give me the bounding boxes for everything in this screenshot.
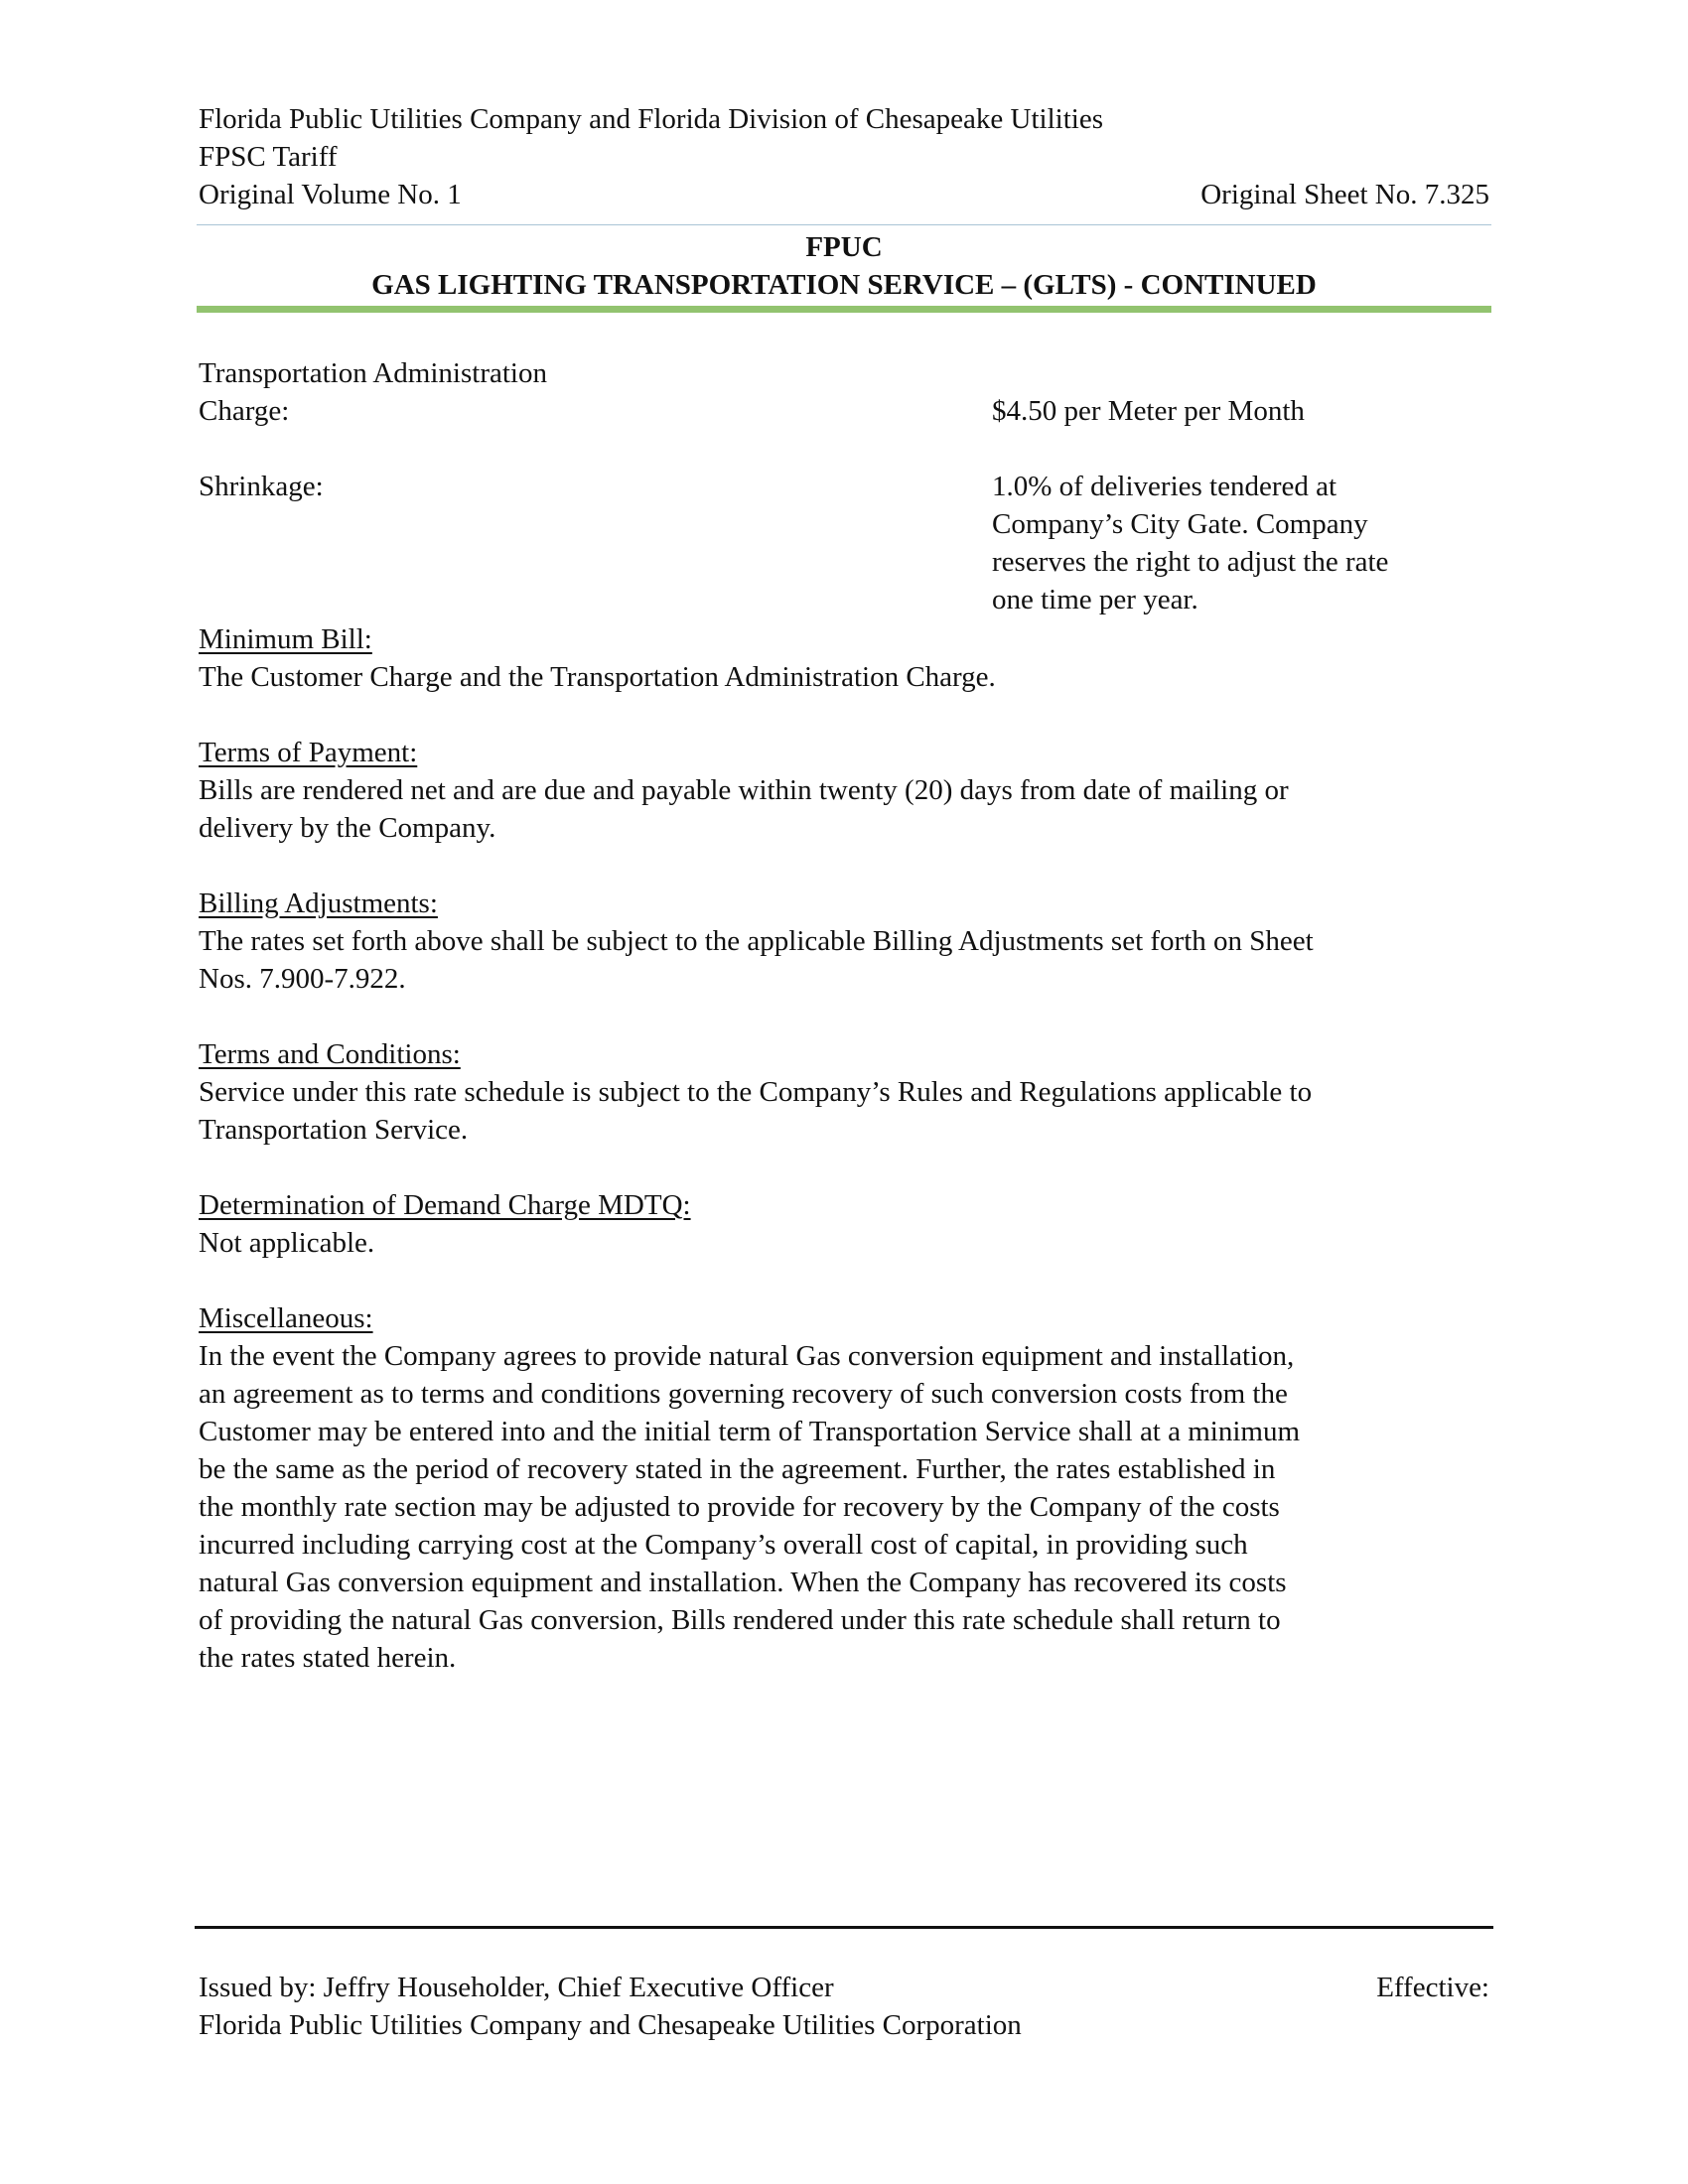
section-heading: Determination of Demand Charge MDTQ: bbox=[199, 1189, 691, 1221]
section-heading: Terms of Payment: bbox=[199, 737, 418, 768]
admin-charge-row-1 bbox=[199, 354, 1489, 392]
section-line: Nos. 7.900-7.922. bbox=[199, 963, 406, 995]
section-line: delivery by the Company. bbox=[199, 812, 496, 844]
shrinkage-value bbox=[992, 468, 1469, 618]
shrinkage-row bbox=[199, 468, 1489, 618]
section-line: the rates stated herein. bbox=[199, 1642, 457, 1674]
header-sheet-number: Original Sheet No. 7.325 bbox=[1200, 179, 1489, 210]
section-line: In the event the Company agrees to provide natural Gas conversion equipment and installation, bbox=[199, 1340, 1295, 1372]
shrinkage-value-line: reserves the right to adjust the rate bbox=[992, 546, 1389, 578]
section-line: the monthly rate section may be adjusted to provide for recovery by the Company of the costs bbox=[199, 1491, 1280, 1523]
header-company-line: Florida Public Utilities Company and Florida Division of Chesapeake Utilities bbox=[199, 103, 1103, 135]
footer-issued-row bbox=[199, 1969, 1489, 2006]
footer-effective: Effective: bbox=[1376, 1972, 1489, 2003]
footer-issued-by: Issued by: Jeffry Householder, Chief Executive Officer bbox=[199, 1972, 834, 2003]
section-miscellaneous bbox=[199, 1299, 1489, 1677]
section-line: The Customer Charge and the Transportation Administration Charge. bbox=[199, 661, 996, 693]
page-footer bbox=[199, 1969, 1489, 2044]
admin-charge-label-1: Transportation Administration bbox=[199, 357, 547, 389]
header-divider-thin bbox=[197, 224, 1491, 225]
header-volume: Original Volume No. 1 bbox=[199, 179, 462, 210]
footer-company: Florida Public Utilities Company and Chesapeake Utilities Corporation bbox=[199, 2009, 1022, 2041]
section-terms-and-conditions bbox=[199, 1035, 1489, 1149]
section-line: be the same as the period of recovery stated in the agreement. Further, the rates established in bbox=[199, 1453, 1276, 1485]
section-line: The rates set forth above shall be subject to the applicable Billing Adjustments set forth on Sheet bbox=[199, 925, 1314, 957]
shrinkage-value-line: one time per year. bbox=[992, 584, 1198, 615]
page-header bbox=[199, 100, 1489, 213]
header-volume-row bbox=[199, 176, 1489, 213]
section-line: Service under this rate schedule is subject to the Company’s Rules and Regulations applicable to bbox=[199, 1076, 1313, 1108]
footer-divider bbox=[195, 1926, 1493, 1929]
section-heading: Minimum Bill: bbox=[199, 623, 372, 655]
rate-table bbox=[199, 354, 1489, 618]
header-tariff-line: FPSC Tariff bbox=[199, 141, 338, 173]
section-terms-of-payment bbox=[199, 734, 1489, 847]
shrinkage-value-line: Company’s City Gate. Company bbox=[992, 508, 1368, 540]
section-line: of providing the natural Gas conversion, Bills rendered under this rate schedule shall return to bbox=[199, 1604, 1281, 1636]
title-divider-green bbox=[197, 306, 1491, 313]
admin-charge-row-2 bbox=[199, 392, 1489, 430]
section-line: incurred including carrying cost at the Company’s overall cost of capital, in providing such bbox=[199, 1529, 1248, 1561]
admin-charge-value: $4.50 per Meter per Month bbox=[992, 395, 1305, 427]
page-title bbox=[199, 228, 1489, 304]
section-line: Customer may be entered into and the initial term of Transportation Service shall at a minimum bbox=[199, 1416, 1301, 1447]
title-schedule: GAS LIGHTING TRANSPORTATION SERVICE – (GLTS) - CONTINUED bbox=[371, 269, 1317, 301]
section-demand-charge bbox=[199, 1186, 1489, 1262]
shrinkage-label: Shrinkage: bbox=[199, 471, 324, 502]
section-line: natural Gas conversion equipment and installation. When the Company has recovered its costs bbox=[199, 1567, 1287, 1598]
section-billing-adjustments bbox=[199, 885, 1489, 998]
section-heading: Billing Adjustments: bbox=[199, 887, 438, 919]
shrinkage-value-line: 1.0% of deliveries tendered at bbox=[992, 471, 1337, 502]
section-heading: Terms and Conditions: bbox=[199, 1038, 461, 1070]
tariff-sections bbox=[199, 620, 1489, 1677]
section-line: Not applicable. bbox=[199, 1227, 375, 1259]
section-minimum-bill bbox=[199, 620, 1489, 696]
section-line: an agreement as to terms and conditions governing recovery of such conversion costs from the bbox=[199, 1378, 1288, 1410]
title-company: FPUC bbox=[805, 231, 883, 263]
section-line: Bills are rendered net and are due and payable within twenty (20) days from date of mailing or bbox=[199, 774, 1289, 806]
admin-charge-label-2: Charge: bbox=[199, 395, 290, 427]
section-heading: Miscellaneous: bbox=[199, 1302, 373, 1334]
section-line: Transportation Service. bbox=[199, 1114, 469, 1146]
